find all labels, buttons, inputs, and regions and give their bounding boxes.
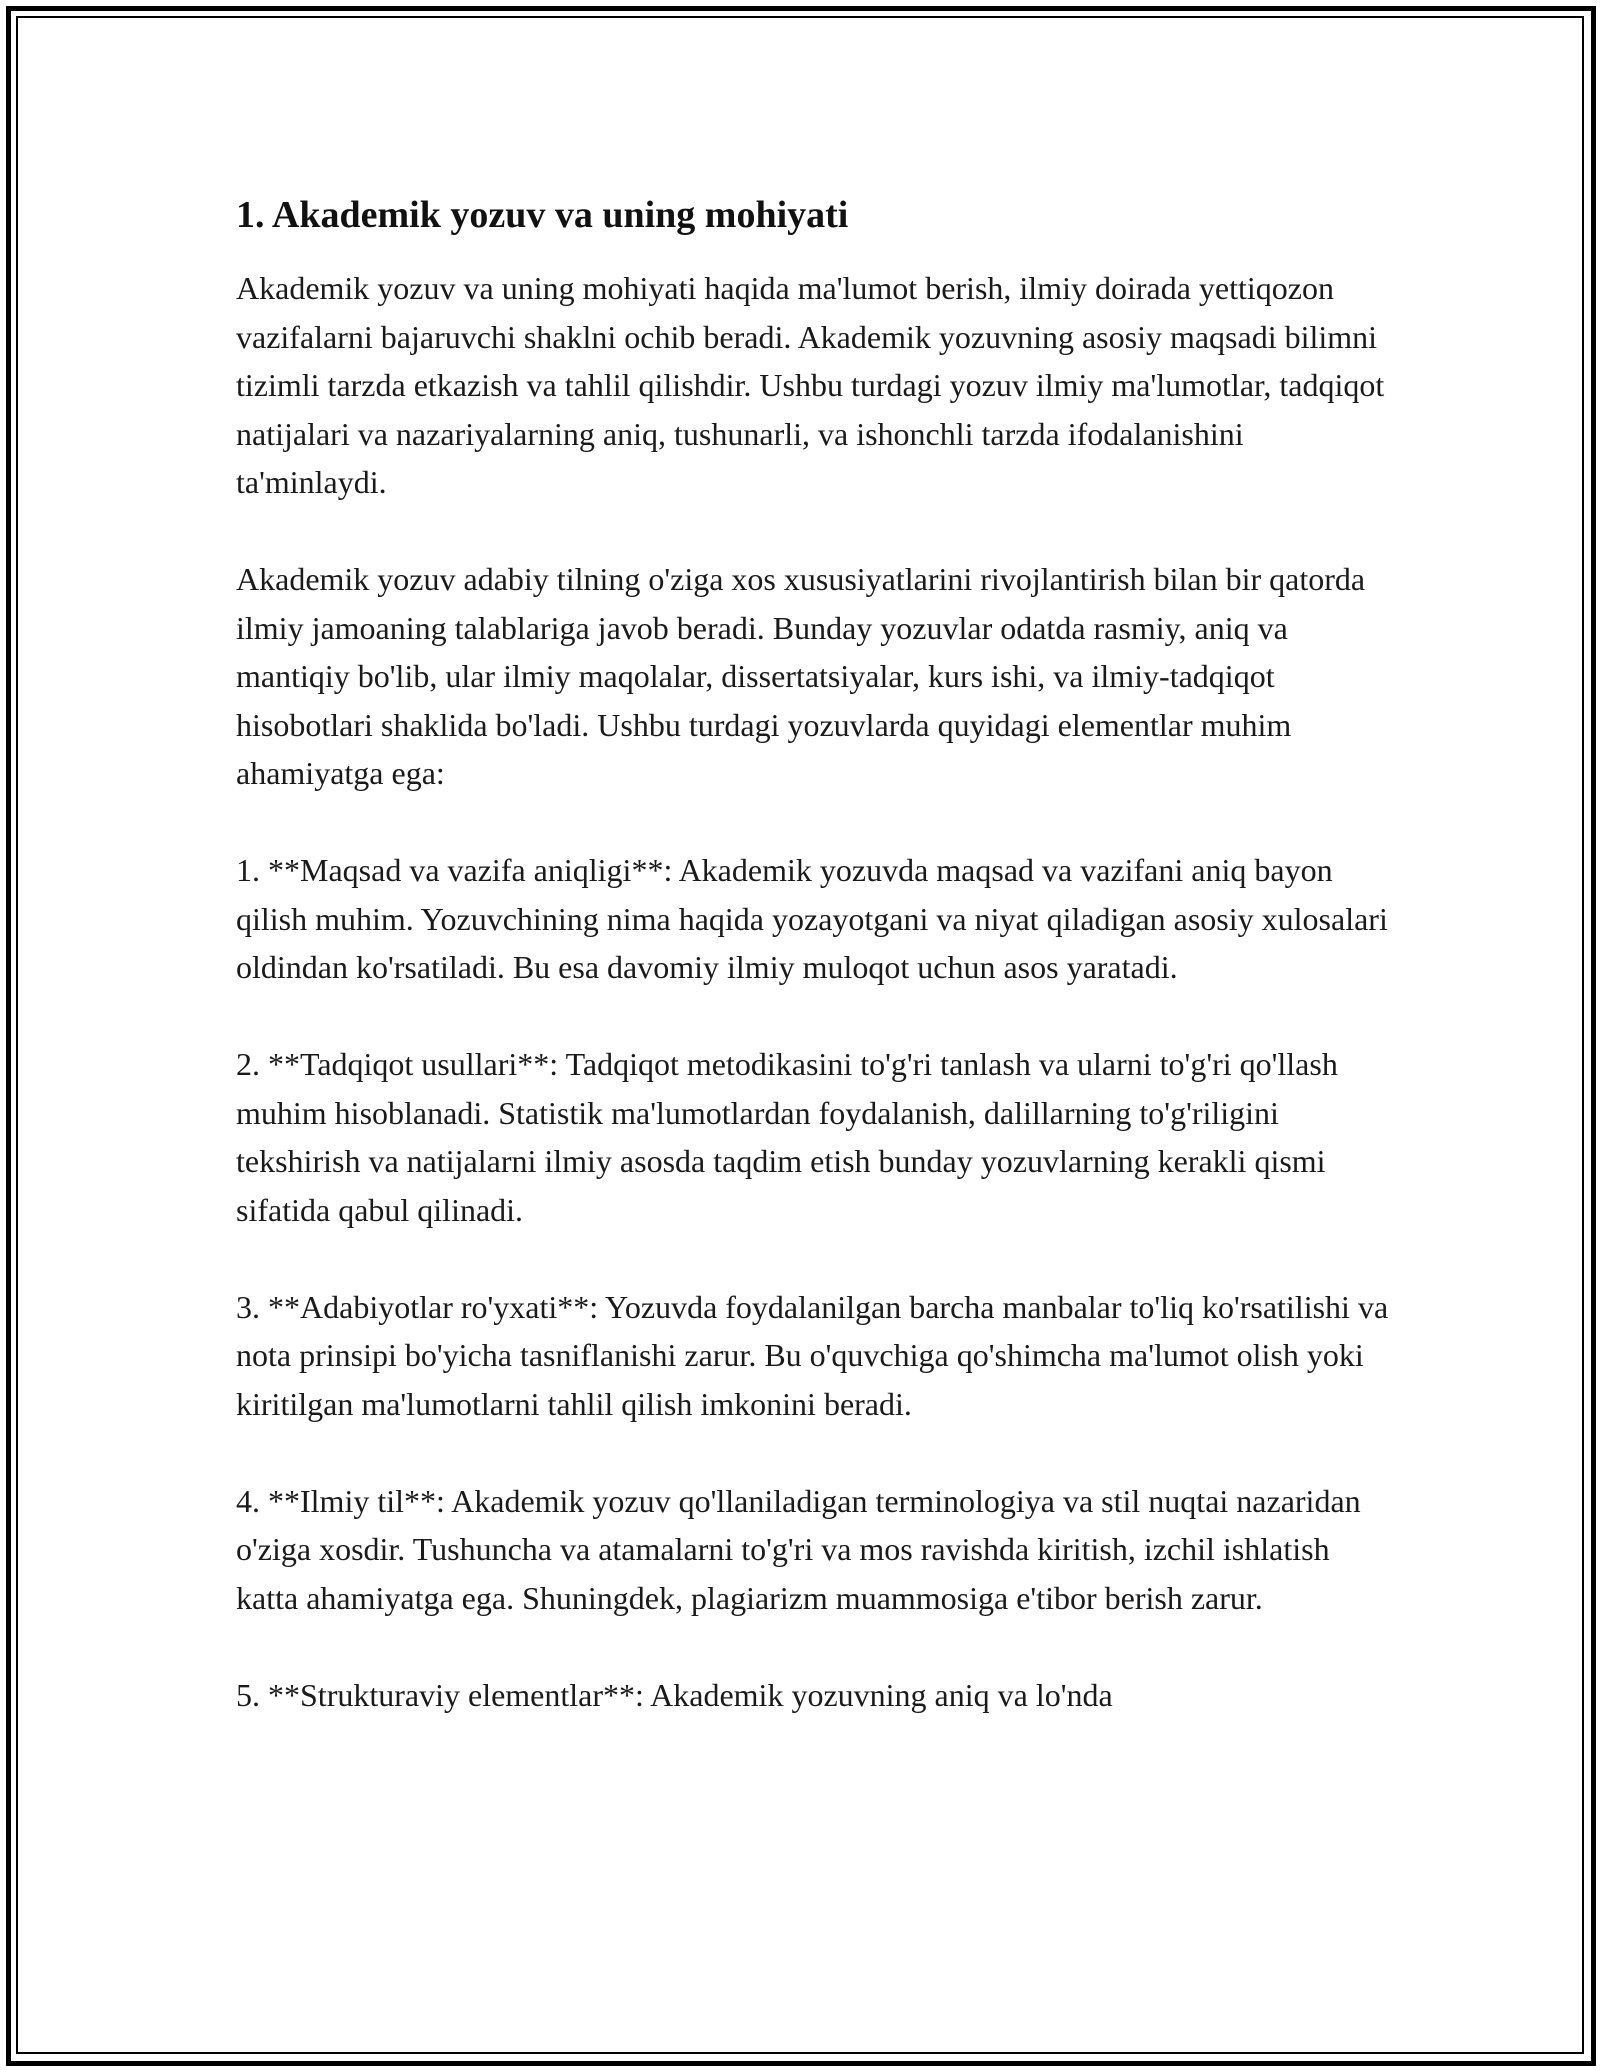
list-item-adabiyotlar: 3. **Adabiyotlar ro'yxati**: Yozuvda foydalanilgan barcha manbalar to'liq ko'rsatilishi va nota prinsipi bo'yicha tasniflanishi zarur. Bu o'quvchiga qo'shimcha ma'lumot olish yoki kiritilgan ma'lumotlarni tahlil qilish imkonini beradi. (236, 1288, 1389, 1422)
document-page (236, 190, 1396, 1768)
section-title: 1. Akademik yozuv va uning mohiyati (236, 194, 849, 236)
list-item-strukturaviy: 5. **Strukturaviy elementlar**: Akademik yozuvning aniq va lo'nda (236, 1676, 1113, 1713)
list-item-tadqiqot: 2. **Tadqiqot usullari**: Tadqiqot metodikasini to'g'ri tanlash va ularni to'g'ri qo'llash muhim hisoblanadi. Statistik ma'lumotlardan foydalanish, dalillarning to'g'riligini tekshirish va natijalarni ilmiy asosda taqdim etish bunday yozuvlarning kerakli qismi sifatida qabul qilinadi. (236, 1046, 1338, 1228)
list-item-ilmiy-til: 4. **Ilmiy til**: Akademik yozuv qo'llaniladigan terminologiya va stil nuqtai nazaridan o'ziga xosdir. Tushuncha va atamalarni to'g'ri va mos ravishda kiritish, izchil ishlatish katta ahamiyatga ega. Shuningdek, plagiarizm muammosiga e'tibor berish zarur. (236, 1482, 1361, 1616)
paragraph-elements-intro: Akademik yozuv adabiy tilning o'ziga xos xususiyatlarini rivojlantirish bilan bir qatorda ilmiy jamoaning talablariga javob beradi. Bunday yozuvlar odatda rasmiy, aniq va mantiqiy bo'lib, ular ilmiy maqolalar, dissertatsiyalar, kurs ishi, va ilmiy-tadqiqot hisobotlari shaklida bo'ladi. Ushbu turdagi yozuvlarda quyidagi elementlar muhim ahamiyatga ega: (236, 561, 1366, 791)
list-item-maqsad: 1. **Maqsad va vazifa aniqligi**: Akademik yozuvda maqsad va vazifani aniq bayon qilish muhim. Yozuvchining nima haqida yozayotgani va niyat qiladigan asosiy xulosalari oldindan ko'rsatiladi. Bu esa davomiy ilmiy muloqot uchun asos yaratadi. (236, 852, 1388, 985)
paragraph-intro: Akademik yozuv va uning mohiyati haqida ma'lumot berish, ilmiy doirada yettiqozon vazifalarni bajaruvchi shaklni ochib beradi. Akademik yozuvning asosiy maqsadi bilimni tizimli tarzda etkazish va tahlil qilishdir. Ushbu turdagi yozuv ilmiy ma'lumotlar, tadqiqot natijalari va nazariyalarning aniq, tushunarli, va ishonchli tarzda ifodalanishini ta'minlaydi. (236, 270, 1385, 500)
